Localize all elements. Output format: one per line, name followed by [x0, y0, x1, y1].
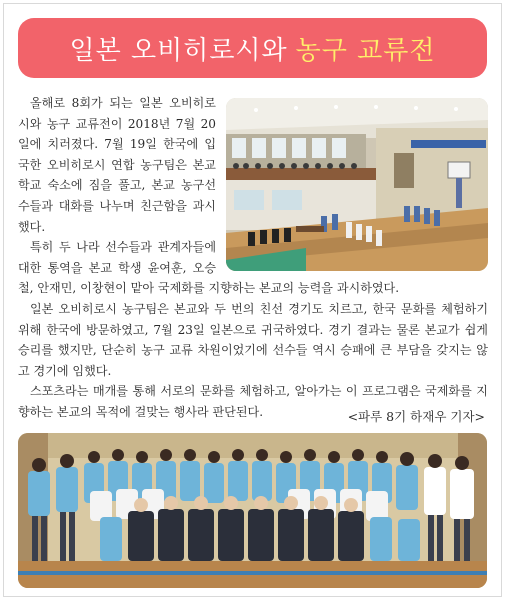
title-part-2: 농구 교류전: [295, 35, 436, 66]
title-part-1: 일본 오비히로시와: [69, 35, 288, 66]
team-group-photo: [18, 433, 487, 588]
reporter-byline: <파루 8기 하재우 기자>: [347, 409, 485, 424]
article-body: [18, 93, 488, 423]
paragraph-3: 일본 오비히로시 농구팀은 본교와 두 번의 친선 경기도 치르고, 한국 문화를 체험하기 위해 한국에 방문하였고, 7월 23일 일본으로 귀국하였다. 경기 결과는 물론 본교가 쉽게 승리를 했지만, 단순히 농구 교류 차원이었기에 선수들 역시 승패에 큰 부담을 갖지는 않고 경기에 임했다.: [18, 301, 488, 378]
paragraph-1: 올해로 8회가 되는 일본 오비히로시와 농구 교류전이 2018년 7월 20일에 치러졌다. 7월 19일 한국에 입국한 오비히로시 연합 농구팀은 본교 학교 숙소에 짐을 풀고, 본교 농구선수들과 대화를 나누며 친근함을 과시했다.: [18, 96, 216, 234]
paragraph-4: 스포츠라는 매개를 통해 서로의 문화를 체험하고, 알아가는 이 프로그램은 국제화를 지향하는 본교의 목적에 걸맞는 행사라 판단된다.: [18, 384, 488, 419]
title-banner: [18, 18, 487, 78]
gymnasium-photo: [226, 98, 488, 271]
paragraph-2: 특히 두 나라 선수들과 관계자들에 대한 통역을 본교 학생 윤여훈, 오승철, 안재민, 이창현이 맡아 국제화를 지향하는 본교의 능력을 과시하였다.: [18, 240, 400, 296]
